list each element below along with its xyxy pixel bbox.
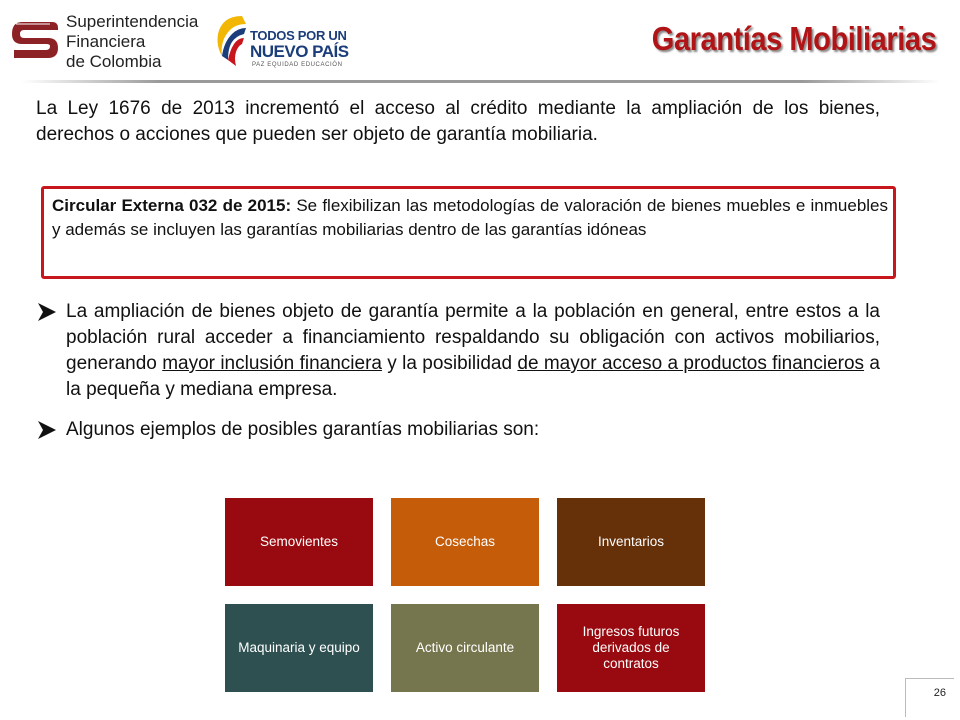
sfc-logo-line-3: de Colombia [66, 52, 162, 71]
header-divider [22, 80, 940, 83]
gov-logo-line-1: TODOS POR UN [250, 28, 347, 43]
tile-activo-circulante: Activo circulante [391, 604, 539, 692]
circular-callout [41, 186, 896, 279]
bullet-1-text-c: a la pequeña y mediana empresa. [66, 353, 880, 400]
sfc-logo-line-2: Financiera [66, 32, 146, 51]
tile-cosechas: Cosechas [391, 498, 539, 586]
bullet-1-underline-access: de mayor acceso a productos financieros [517, 353, 865, 374]
circular-label: Circular Externa 032 de 2015: [52, 196, 292, 215]
bullet-item-2 [36, 417, 880, 443]
tile-semovientes: Semovientes [225, 498, 373, 586]
tile-ingresos-futuros: Ingresos futuros derivados de contratos [557, 604, 705, 692]
circular-text: Se flexibilizan las metodologías de valoración de bienes muebles e inmuebles y además se incluyen las garantías mobiliarias dentro de las garantías idóneas [52, 196, 889, 239]
intro-paragraph: La Ley 1676 de 2013 incrementó el acceso al crédito mediante la ampliación de los bienes, derechos o acciones que pueden ser objeto de garantía mobiliaria. [36, 98, 880, 145]
bullet-1-underline-inclusion: mayor inclusión financiera [162, 353, 382, 374]
page-title: Garantías Mobiliarias [651, 20, 936, 57]
bullet-1-text-a: La ampliación de bienes objeto de garantía permite a la población en general, entre estos a la población rural acceder a financiamiento respaldando su obligación con activos mobiliarios, generando [66, 301, 880, 374]
sfc-emblem-icon [8, 12, 60, 64]
tile-maquinaria-equipo: Maquinaria y equipo [225, 604, 373, 692]
sfc-logo-line-1: Superintendencia [66, 12, 199, 31]
bullet-1-text-b: y la posibilidad [381, 353, 518, 374]
bullet-2-text: Algunos ejemplos de posibles garantías mobiliarias son: [66, 419, 540, 440]
page-number-box [905, 678, 954, 717]
arrowhead-bullet-icon [36, 302, 58, 322]
bullet-item-1 [36, 299, 880, 403]
sfc-logo [8, 10, 199, 71]
page-number: 26 [933, 687, 946, 699]
bullet-list [36, 299, 880, 443]
gov-logo-tagline: PAZ EQUIDAD EDUCACIÓN [252, 62, 343, 68]
arrowhead-bullet-icon [36, 420, 58, 440]
tile-inventarios: Inventarios [557, 498, 705, 586]
gov-logo [212, 10, 352, 70]
gov-logo-line-2: NUEVO PAÍS [250, 42, 349, 61]
